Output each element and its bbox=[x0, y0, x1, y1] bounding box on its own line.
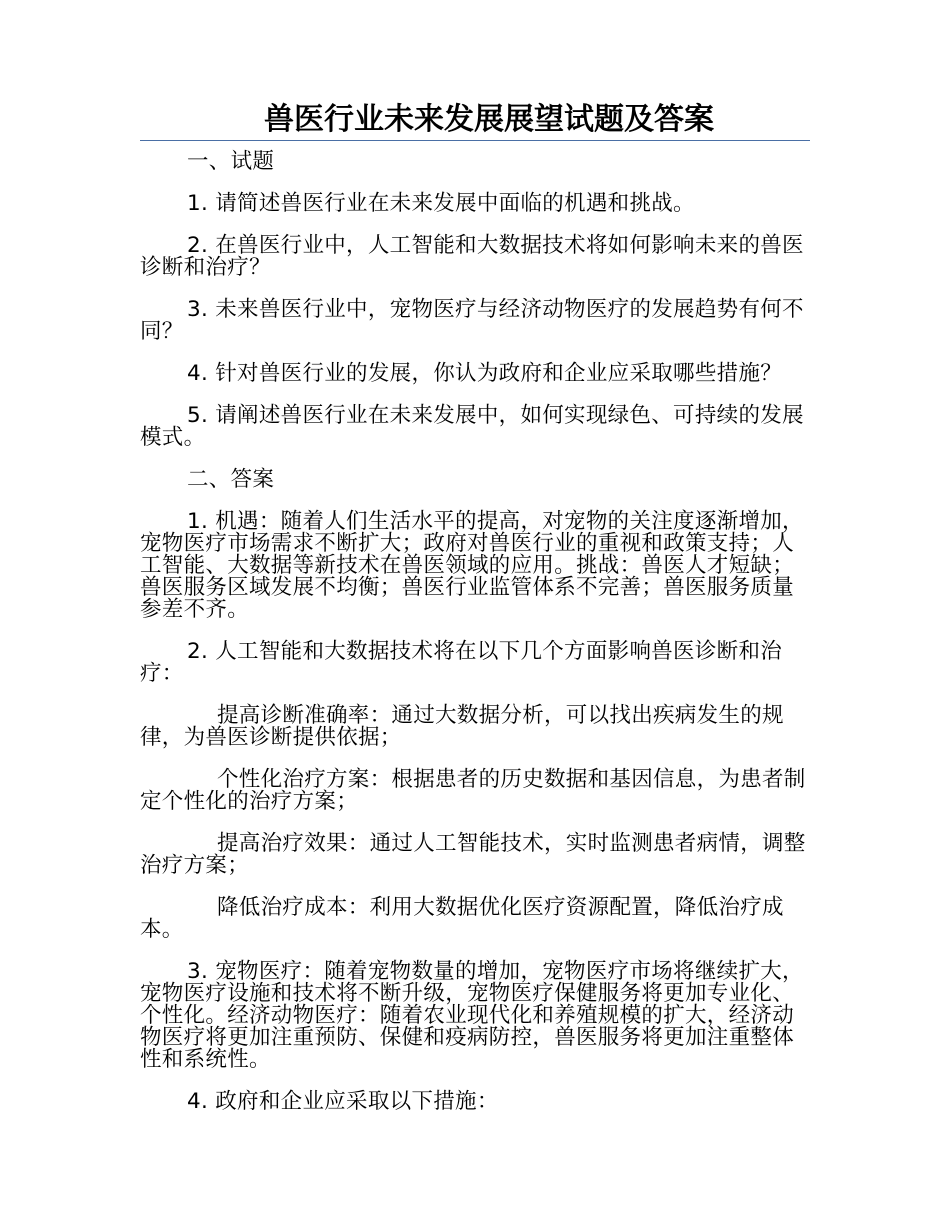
section-heading-answers: 二、答案 bbox=[187, 467, 275, 492]
answer-1: 1. 机遇：随着人们生活水平的提高，对宠物的关注度逐渐增加，宠物医疗市场需求不断扩大；政府对兽医行业的重视和政策支持；人工智能、大数据等新技术在兽医领域的应用。挑战：兽医人才短缺；兽医服务区域发展不均衡；兽医行业监管体系不完善；兽医服务质量参差不齐。 bbox=[140, 509, 804, 622]
section-heading-questions: 一、试题 bbox=[187, 149, 275, 174]
question-4: 4. 针对兽医行业的发展，你认为政府和企业应采取哪些措施？ bbox=[187, 361, 783, 386]
answer-2-intro: 2. 人工智能和大数据技术将在以下几个方面影响兽医诊断和治疗： bbox=[140, 639, 783, 686]
title-underline bbox=[140, 140, 810, 141]
question-5: 5. 请阐述兽医行业在未来发展中，如何实现绿色、可持续的发展模式。 bbox=[140, 403, 804, 450]
document-page bbox=[140, 100, 810, 1133]
answer-4-intro: 4. 政府和企业应采取以下措施： bbox=[187, 1089, 499, 1114]
question-2: 2. 在兽医行业中，人工智能和大数据技术将如何影响未来的兽医诊断和治疗？ bbox=[140, 233, 804, 280]
answer-2-point-2: 个性化治疗方案：根据患者的历史数据和基因信息，为患者制定个性化的治疗方案； bbox=[140, 767, 806, 814]
answer-2-point-3: 提高治疗效果：通过人工智能技术，实时监测患者病情，调整治疗方案； bbox=[140, 831, 806, 878]
question-3: 3. 未来兽医行业中，宠物医疗与经济动物医疗的发展趋势有何不同？ bbox=[140, 297, 804, 344]
answer-3: 3. 宠物医疗：随着宠物数量的增加，宠物医疗市场将继续扩大，宠物医疗设施和技术将不断升级，宠物医疗保健服务将更加专业化、个性化。经济动物医疗：随着农业现代化和养殖规模的扩大，经济动物医疗将更加注重预防、保健和疫病防控，兽医服务将更加注重整体性和系统性。 bbox=[140, 959, 804, 1072]
document-title: 兽医行业未来发展展望试题及答案 bbox=[264, 102, 714, 137]
question-1: 1. 请简述兽医行业在未来发展中面临的机遇和挑战。 bbox=[187, 191, 695, 216]
answer-2-point-1: 提高诊断准确率：通过大数据分析，可以找出疾病发生的规律，为兽医诊断提供依据； bbox=[140, 703, 784, 750]
answer-2-point-4: 降低治疗成本：利用大数据优化医疗资源配置，降低治疗成本。 bbox=[140, 895, 784, 942]
